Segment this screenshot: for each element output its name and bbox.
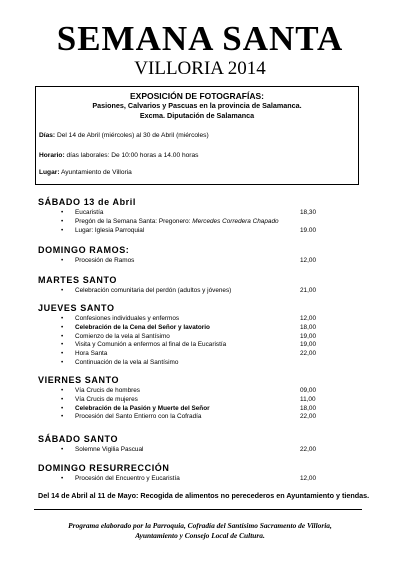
bullet-icon: • [61, 209, 64, 216]
event-item [38, 209, 368, 218]
event-item [38, 475, 368, 484]
section-title: DOMINGO RAMOS: [38, 245, 130, 255]
event-text [75, 218, 279, 227]
event-text [75, 350, 107, 359]
event-text [75, 359, 178, 368]
event-label: Procesión del Encuentro y Eucaristía [75, 475, 180, 482]
event-time: 18,00 [300, 404, 316, 412]
event-text [75, 333, 170, 342]
event-time: 11,00 [300, 395, 316, 403]
bullet-icon: • [61, 404, 64, 412]
bullet-icon: • [61, 413, 64, 421]
event-time: 19,00 [300, 332, 316, 340]
exhibition-heading-block [36, 91, 358, 121]
section-title: SÁBADO SANTO [38, 434, 119, 444]
dias-value: Del 14 de Abril (miércoles) al 30 de Abril (miércoles) [55, 132, 209, 139]
bullet-icon: • [61, 315, 64, 322]
footer [30, 521, 370, 541]
event-item [38, 413, 368, 422]
schedule-section [38, 303, 368, 368]
event-time: 18,00 [300, 323, 316, 331]
event-time: 22,00 [300, 350, 316, 358]
speaker-name: Mercedes Corredera Chapado [192, 217, 279, 225]
event-item [38, 350, 368, 359]
divider [34, 509, 362, 510]
page-subtitle: VILLORIA 2014 [134, 58, 266, 79]
event-label: Comienzo de la vela al Santísimo [75, 332, 170, 340]
bullet-icon: • [61, 358, 64, 366]
exhibition-dias [39, 131, 209, 140]
event-item [38, 324, 368, 333]
section-title: JUEVES SANTO [38, 303, 115, 313]
event-item [38, 257, 368, 266]
event-text [75, 315, 179, 324]
event-label: Visita y Comunión a enfermos al final de la Eucaristía [75, 341, 227, 349]
dias-label: Días: [39, 132, 56, 139]
event-label: Continuación de la vela al Santísimo [75, 358, 179, 366]
event-label: Confesiones individuales y enfermos [75, 315, 180, 322]
footer-line-1: Programa elaborado por la Parroquia, Cofradía del Santísimo Sacramento de Villoria, [68, 521, 332, 530]
event-text [75, 387, 140, 396]
event-list [38, 315, 368, 368]
event-list [38, 287, 368, 296]
event-text [75, 287, 231, 296]
event-time: 12,00 [300, 475, 316, 482]
event-item [38, 227, 368, 236]
event-label: Lugar: Iglesia Parroquial [75, 226, 145, 234]
event-item [38, 405, 368, 414]
event-time: 19,00 [300, 341, 316, 349]
event-label: Celebración de la Cena del Señor y lavatorio [75, 323, 210, 331]
event-list [38, 446, 368, 455]
event-time: 22,00 [300, 446, 316, 453]
bullet-icon: • [61, 332, 64, 340]
schedule-section [38, 463, 368, 484]
lugar-label: Lugar: [39, 169, 60, 176]
event-text [75, 396, 138, 405]
bullet-icon: • [61, 475, 64, 482]
bullet-icon: • [61, 341, 64, 349]
page-title: SEMANA SANTA [56, 19, 344, 58]
event-text [75, 446, 143, 455]
event-text [75, 209, 103, 218]
lugar-value: Ayuntamiento de Villoria [59, 169, 132, 176]
bullet-icon: • [61, 387, 64, 394]
event-list [38, 209, 368, 235]
event-item [38, 396, 368, 405]
event-label: Celebración comunitaria del perdón (adultos y jóvenes) [75, 287, 232, 294]
event-item [38, 218, 368, 227]
bullet-icon: • [61, 217, 64, 225]
event-label: Eucaristía [75, 209, 104, 216]
schedule-section [38, 375, 368, 422]
event-text [75, 475, 180, 484]
schedule-section [38, 197, 368, 235]
event-item [38, 387, 368, 396]
event-label: Vía Crucis de hombres [75, 387, 140, 394]
food-collection-note: Del 14 de Abril al 11 de Mayo: Recogida de alimentos no perecederos en Ayuntamiento y tiendas. [38, 491, 370, 500]
bullet-icon: • [61, 226, 64, 234]
event-text [75, 257, 134, 266]
event-time: 22,00 [300, 413, 316, 421]
bullet-icon: • [61, 350, 64, 358]
exhibition-heading: EXPOSICIÓN DE FOTOGRAFÍAS: [130, 91, 264, 101]
bullet-icon: • [61, 257, 64, 264]
schedule-section [38, 434, 368, 455]
event-item [38, 333, 368, 342]
event-label: Pregón de la Semana Santa: Pregonero: [75, 217, 193, 225]
event-text [75, 227, 144, 236]
event-item [38, 446, 368, 455]
exhibition-line-2: Excma. Diputación de Salamanca [139, 111, 255, 120]
event-item [38, 315, 368, 324]
horario-value: días laborales: De 10:00 horas a 14.00 horas [64, 152, 199, 159]
exhibition-horario [39, 151, 198, 160]
section-title: DOMINGO RESURRECCIÓN [38, 463, 170, 473]
event-item [38, 287, 368, 296]
section-title: MARTES SANTO [38, 275, 118, 285]
event-item [38, 341, 368, 350]
event-text [75, 413, 201, 422]
schedule-section [38, 275, 368, 296]
event-list [38, 387, 368, 422]
bullet-icon: • [61, 323, 64, 331]
event-text [75, 405, 210, 414]
event-time: 19.00 [300, 226, 316, 234]
event-list [38, 475, 368, 484]
event-label: Vía Crucis de mujeres [75, 395, 138, 403]
event-item [38, 359, 368, 368]
event-label: Procesión de Ramos [75, 257, 135, 264]
event-label: Solemne Vigilia Pascual [75, 446, 144, 453]
section-title: SÁBADO 13 de Abril [38, 197, 136, 207]
bullet-icon: • [61, 395, 64, 403]
event-time: 09,00 [300, 387, 316, 394]
event-time: 12,00 [300, 257, 316, 264]
schedule-section [38, 245, 368, 266]
event-label: Procesión del Santo Entierro con la Cofradía [75, 413, 202, 421]
bullet-icon: • [61, 446, 64, 453]
event-text [75, 341, 226, 350]
exhibition-lugar [39, 168, 132, 177]
bullet-icon: • [61, 287, 64, 294]
event-label: Hora Santa [75, 350, 108, 358]
horario-label: Horario: [39, 152, 65, 159]
event-label: Celebración de la Pasión y Muerte del Señor [75, 404, 210, 412]
event-text [75, 324, 210, 333]
event-list [38, 257, 368, 266]
footer-line-2: Ayuntamiento y Consejo Local de Cultura. [135, 531, 265, 540]
exhibition-box [35, 86, 359, 185]
event-time: 21,00 [300, 287, 316, 294]
event-time: 18,30 [300, 209, 316, 216]
section-title: VIERNES SANTO [38, 375, 120, 385]
exhibition-line-1: Pasiones, Calvarios y Pascuas en la provincia de Salamanca. [92, 101, 302, 110]
event-time: 12,00 [300, 315, 316, 322]
